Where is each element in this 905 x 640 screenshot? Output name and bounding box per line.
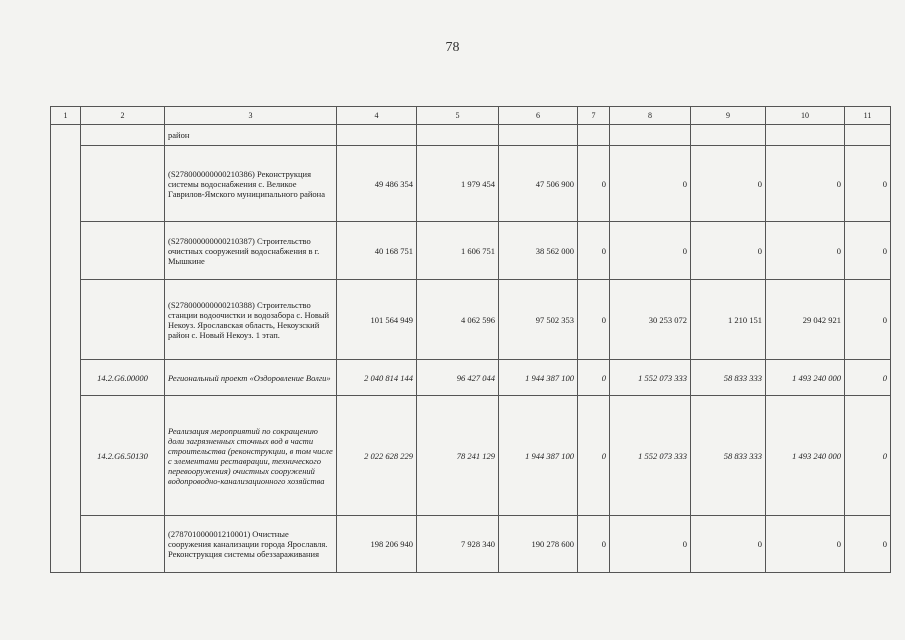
cell-value: 0: [578, 280, 610, 360]
cell-value: 0: [578, 222, 610, 280]
cell-value: 0: [610, 222, 691, 280]
cell-code: [81, 516, 165, 573]
cell-value: 101 564 949: [337, 280, 417, 360]
cell-value: 2 040 814 144: [337, 360, 417, 396]
table-row: [51, 125, 891, 146]
column-header: 6: [499, 107, 578, 125]
cell-value: 0: [578, 146, 610, 222]
column-header: 3: [165, 107, 337, 125]
cell-value: 30 253 072: [610, 280, 691, 360]
cell-description: район: [165, 125, 337, 146]
cell-value: 4 062 596: [417, 280, 499, 360]
column-header: 1: [51, 107, 81, 125]
cell-value: 0: [578, 360, 610, 396]
cell-value: 0: [845, 360, 891, 396]
cell-value: 97 502 353: [499, 280, 578, 360]
cell-value: [691, 125, 766, 146]
cell-value: 0: [691, 516, 766, 573]
column-header: 11: [845, 107, 891, 125]
table-header-row: [51, 107, 891, 125]
column-header: 10: [766, 107, 845, 125]
cell-description: (S278000000000210388) Строительство станции водоочистки и водозабора с. Новый Некоуз. Ярославская область, Некоузский район с. Новый Некоуз. 1 этап.: [165, 280, 337, 360]
cell-description: (278701000001210001) Очистные сооружения канализации города Ярославля. Реконструкция системы обеззараживания: [165, 516, 337, 573]
cell-value: 190 278 600: [499, 516, 578, 573]
cell-value: 78 241 129: [417, 396, 499, 516]
cell-description: (S278000000000210387) Строительство очистных сооружений водоснабжения в г. Мышкине: [165, 222, 337, 280]
table-row: [51, 360, 891, 396]
cell-value: 0: [578, 396, 610, 516]
cell-value: 1 493 240 000: [766, 396, 845, 516]
cell-value: 29 042 921: [766, 280, 845, 360]
cell-value: [845, 125, 891, 146]
cell-value: 1 552 073 333: [610, 360, 691, 396]
table-row: [51, 280, 891, 360]
cell-value: 0: [766, 222, 845, 280]
budget-table: [50, 106, 891, 573]
cell-value: 0: [766, 516, 845, 573]
cell-value: 1 606 751: [417, 222, 499, 280]
cell-value: 1 552 073 333: [610, 396, 691, 516]
cell-value: 0: [610, 516, 691, 573]
column-header: 9: [691, 107, 766, 125]
cell-value: [337, 125, 417, 146]
cell-value: 0: [845, 146, 891, 222]
cell-value: 2 022 628 229: [337, 396, 417, 516]
table-row: [51, 396, 891, 516]
cell-code: 14.2.G6.00000: [81, 360, 165, 396]
cell-value: [499, 125, 578, 146]
cell-value: 40 168 751: [337, 222, 417, 280]
cell-value: [417, 125, 499, 146]
cell-value: 1 210 151: [691, 280, 766, 360]
cell-code: [81, 146, 165, 222]
cell-code: [81, 125, 165, 146]
cell-value: [578, 125, 610, 146]
cell-value: 1 979 454: [417, 146, 499, 222]
cell-value: 0: [845, 396, 891, 516]
column-header: 5: [417, 107, 499, 125]
column-header: 7: [578, 107, 610, 125]
cell-value: 0: [691, 146, 766, 222]
cell-value: 0: [578, 516, 610, 573]
table-row: [51, 222, 891, 280]
cell-value: 58 833 333: [691, 360, 766, 396]
cell-value: 96 427 044: [417, 360, 499, 396]
cell-value: 0: [845, 280, 891, 360]
table-row: [51, 146, 891, 222]
cell-value: 0: [610, 146, 691, 222]
page-number: 78: [445, 40, 460, 55]
cell-value: 1 944 387 100: [499, 360, 578, 396]
cell-col1: [51, 125, 81, 573]
cell-value: 0: [691, 222, 766, 280]
cell-value: 1 944 387 100: [499, 396, 578, 516]
table-row: [51, 516, 891, 573]
cell-value: 198 206 940: [337, 516, 417, 573]
cell-value: 1 493 240 000: [766, 360, 845, 396]
cell-description: Региональный проект «Оздоровление Волги»: [165, 360, 337, 396]
cell-value: 7 928 340: [417, 516, 499, 573]
cell-value: 0: [766, 146, 845, 222]
cell-value: [766, 125, 845, 146]
cell-value: 0: [845, 516, 891, 573]
cell-description: (S278000000000210386) Реконструкция системы водоснабжения с. Великое Гаврилов-Ямского муниципального района: [165, 146, 337, 222]
cell-value: 47 506 900: [499, 146, 578, 222]
cell-code: [81, 280, 165, 360]
cell-value: 38 562 000: [499, 222, 578, 280]
cell-value: 0: [845, 222, 891, 280]
cell-code: [81, 222, 165, 280]
cell-code: 14.2.G6.50130: [81, 396, 165, 516]
cell-value: [610, 125, 691, 146]
cell-value: 49 486 354: [337, 146, 417, 222]
column-header: 2: [81, 107, 165, 125]
column-header: 8: [610, 107, 691, 125]
cell-value: 58 833 333: [691, 396, 766, 516]
cell-description: Реализация мероприятий по сокращению доли загрязненных сточных вод в части строительства (реконструкции, в том числе с элементами реставрации, технического перевооружения) очистных сооружений водопроводно-канализационного хозяйства: [165, 396, 337, 516]
column-header: 4: [337, 107, 417, 125]
